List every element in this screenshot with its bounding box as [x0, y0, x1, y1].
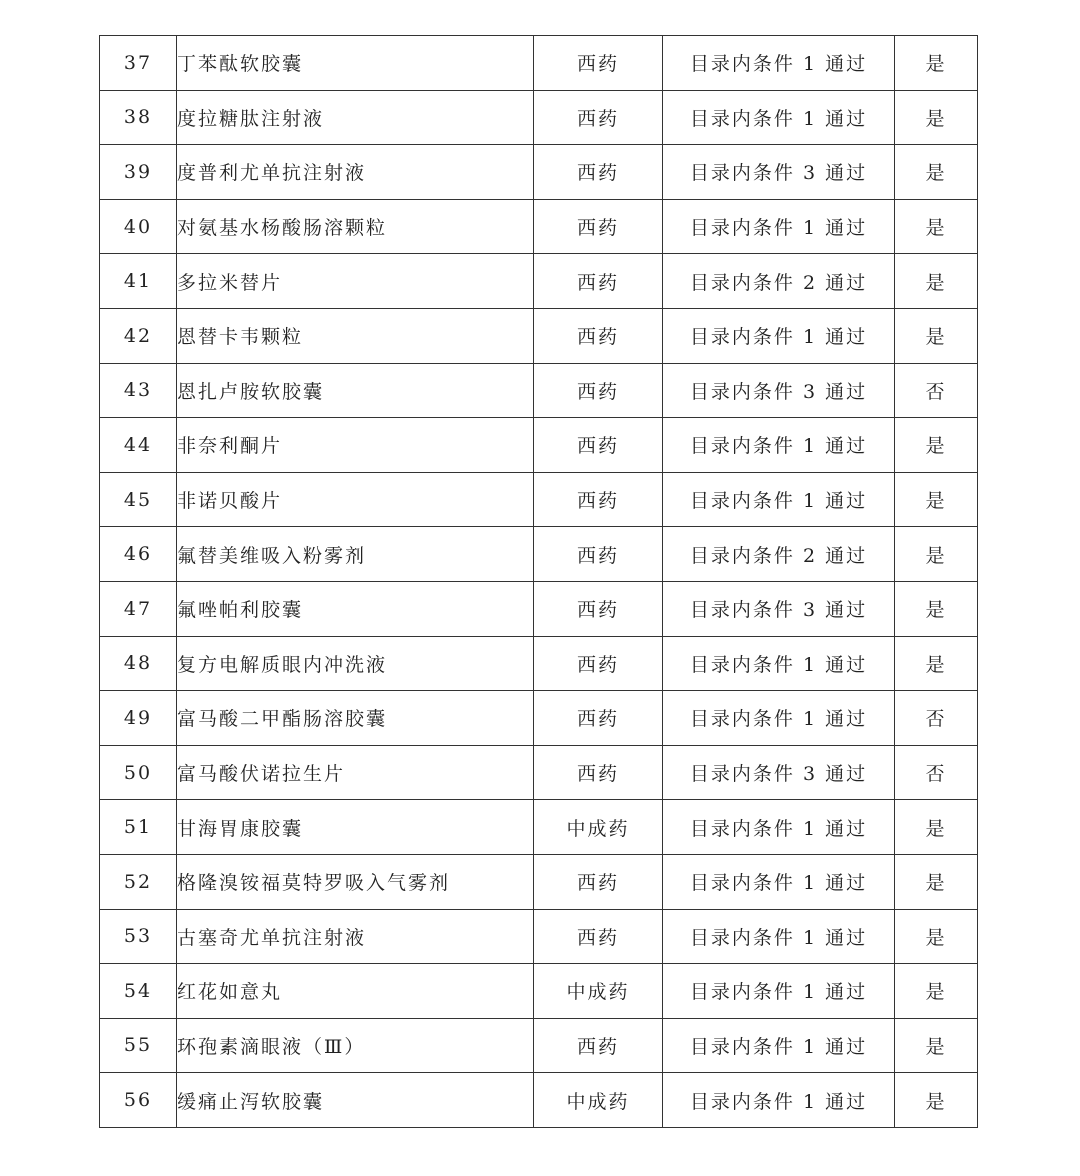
drug-type-cell: 西药: [534, 472, 663, 527]
yes-no-flag-cell: 是: [895, 308, 978, 363]
drug-name-cell: 氟替美维吸入粉雾剂: [177, 527, 534, 582]
table-row: [100, 691, 978, 746]
review-condition-cell: 目录内条件 1 通过: [663, 90, 895, 145]
row-number-cell: 55: [100, 1018, 177, 1073]
drug-name-cell: 富马酸伏诺拉生片: [177, 745, 534, 800]
review-condition-cell: 目录内条件 1 通过: [663, 199, 895, 254]
drug-name-cell: 非诺贝酸片: [177, 472, 534, 527]
review-condition-cell: 目录内条件 1 通过: [663, 418, 895, 473]
table-row: [100, 418, 978, 473]
review-condition-cell: 目录内条件 1 通过: [663, 964, 895, 1019]
drug-name-cell: 甘海胃康胶囊: [177, 800, 534, 855]
row-number-cell: 47: [100, 581, 177, 636]
drug-type-cell: 西药: [534, 691, 663, 746]
row-number-cell: 49: [100, 691, 177, 746]
drug-name-cell: 非奈利酮片: [177, 418, 534, 473]
table-row: [100, 254, 978, 309]
drug-name-cell: 缓痛止泻软胶囊: [177, 1073, 534, 1128]
review-condition-cell: 目录内条件 1 通过: [663, 36, 895, 91]
review-condition-cell: 目录内条件 1 通过: [663, 800, 895, 855]
drug-name-cell: 富马酸二甲酯肠溶胶囊: [177, 691, 534, 746]
yes-no-flag-cell: 是: [895, 472, 978, 527]
drug-list-table: [99, 35, 978, 1128]
drug-name-cell: 度普利尤单抗注射液: [177, 145, 534, 200]
drug-type-cell: 西药: [534, 36, 663, 91]
yes-no-flag-cell: 是: [895, 581, 978, 636]
yes-no-flag-cell: 否: [895, 745, 978, 800]
review-condition-cell: 目录内条件 1 通过: [663, 854, 895, 909]
review-condition-cell: 目录内条件 1 通过: [663, 636, 895, 691]
drug-type-cell: 西药: [534, 1018, 663, 1073]
row-number-cell: 45: [100, 472, 177, 527]
drug-name-cell: 多拉米替片: [177, 254, 534, 309]
yes-no-flag-cell: 是: [895, 854, 978, 909]
yes-no-flag-cell: 是: [895, 636, 978, 691]
yes-no-flag-cell: 否: [895, 691, 978, 746]
table-row: [100, 145, 978, 200]
yes-no-flag-cell: 是: [895, 90, 978, 145]
table-row: [100, 800, 978, 855]
row-number-cell: 53: [100, 909, 177, 964]
table-row: [100, 1073, 978, 1128]
drug-type-cell: 中成药: [534, 1073, 663, 1128]
yes-no-flag-cell: 是: [895, 36, 978, 91]
table-row: [100, 581, 978, 636]
table-row: [100, 964, 978, 1019]
drug-type-cell: 西药: [534, 90, 663, 145]
drug-name-cell: 恩替卡韦颗粒: [177, 308, 534, 363]
drug-type-cell: 西药: [534, 145, 663, 200]
review-condition-cell: 目录内条件 1 通过: [663, 308, 895, 363]
drug-type-cell: 西药: [534, 308, 663, 363]
drug-type-cell: 西药: [534, 418, 663, 473]
review-condition-cell: 目录内条件 3 通过: [663, 745, 895, 800]
review-condition-cell: 目录内条件 1 通过: [663, 1073, 895, 1128]
row-number-cell: 38: [100, 90, 177, 145]
table-row: [100, 636, 978, 691]
table-row: [100, 527, 978, 582]
yes-no-flag-cell: 是: [895, 964, 978, 1019]
review-condition-cell: 目录内条件 2 通过: [663, 527, 895, 582]
drug-type-cell: 西药: [534, 363, 663, 418]
review-condition-cell: 目录内条件 1 通过: [663, 909, 895, 964]
yes-no-flag-cell: 否: [895, 363, 978, 418]
yes-no-flag-cell: 是: [895, 800, 978, 855]
yes-no-flag-cell: 是: [895, 254, 978, 309]
drug-type-cell: 西药: [534, 745, 663, 800]
drug-type-cell: 西药: [534, 254, 663, 309]
row-number-cell: 41: [100, 254, 177, 309]
drug-type-cell: 西药: [534, 636, 663, 691]
drug-type-cell: 中成药: [534, 964, 663, 1019]
drug-type-cell: 西药: [534, 581, 663, 636]
table-row: [100, 854, 978, 909]
drug-name-cell: 环孢素滴眼液（Ⅲ）: [177, 1018, 534, 1073]
review-condition-cell: 目录内条件 2 通过: [663, 254, 895, 309]
row-number-cell: 56: [100, 1073, 177, 1128]
drug-name-cell: 格隆溴铵福莫特罗吸入气雾剂: [177, 854, 534, 909]
drug-name-cell: 氟唑帕利胶囊: [177, 581, 534, 636]
drug-type-cell: 中成药: [534, 800, 663, 855]
row-number-cell: 51: [100, 800, 177, 855]
table-row: [100, 745, 978, 800]
yes-no-flag-cell: 是: [895, 418, 978, 473]
yes-no-flag-cell: 是: [895, 527, 978, 582]
review-condition-cell: 目录内条件 3 通过: [663, 145, 895, 200]
review-condition-cell: 目录内条件 3 通过: [663, 581, 895, 636]
drug-type-cell: 西药: [534, 527, 663, 582]
table-row: [100, 909, 978, 964]
yes-no-flag-cell: 是: [895, 1073, 978, 1128]
review-condition-cell: 目录内条件 1 通过: [663, 691, 895, 746]
table-row: [100, 1018, 978, 1073]
table-row: [100, 472, 978, 527]
table-body: [100, 36, 978, 1128]
drug-name-cell: 古塞奇尤单抗注射液: [177, 909, 534, 964]
row-number-cell: 52: [100, 854, 177, 909]
table-row: [100, 308, 978, 363]
row-number-cell: 43: [100, 363, 177, 418]
table-row: [100, 36, 978, 91]
row-number-cell: 54: [100, 964, 177, 1019]
drug-type-cell: 西药: [534, 854, 663, 909]
row-number-cell: 39: [100, 145, 177, 200]
drug-name-cell: 丁苯酞软胶囊: [177, 36, 534, 91]
row-number-cell: 40: [100, 199, 177, 254]
drug-type-cell: 西药: [534, 909, 663, 964]
row-number-cell: 42: [100, 308, 177, 363]
table-row: [100, 199, 978, 254]
drug-name-cell: 度拉糖肽注射液: [177, 90, 534, 145]
table-row: [100, 90, 978, 145]
drug-name-cell: 红花如意丸: [177, 964, 534, 1019]
drug-name-cell: 对氨基水杨酸肠溶颗粒: [177, 199, 534, 254]
row-number-cell: 46: [100, 527, 177, 582]
table-row: [100, 363, 978, 418]
review-condition-cell: 目录内条件 1 通过: [663, 472, 895, 527]
drug-name-cell: 恩扎卢胺软胶囊: [177, 363, 534, 418]
row-number-cell: 50: [100, 745, 177, 800]
yes-no-flag-cell: 是: [895, 199, 978, 254]
yes-no-flag-cell: 是: [895, 1018, 978, 1073]
yes-no-flag-cell: 是: [895, 145, 978, 200]
yes-no-flag-cell: 是: [895, 909, 978, 964]
row-number-cell: 37: [100, 36, 177, 91]
row-number-cell: 48: [100, 636, 177, 691]
review-condition-cell: 目录内条件 3 通过: [663, 363, 895, 418]
drug-type-cell: 西药: [534, 199, 663, 254]
row-number-cell: 44: [100, 418, 177, 473]
review-condition-cell: 目录内条件 1 通过: [663, 1018, 895, 1073]
drug-name-cell: 复方电解质眼内冲洗液: [177, 636, 534, 691]
